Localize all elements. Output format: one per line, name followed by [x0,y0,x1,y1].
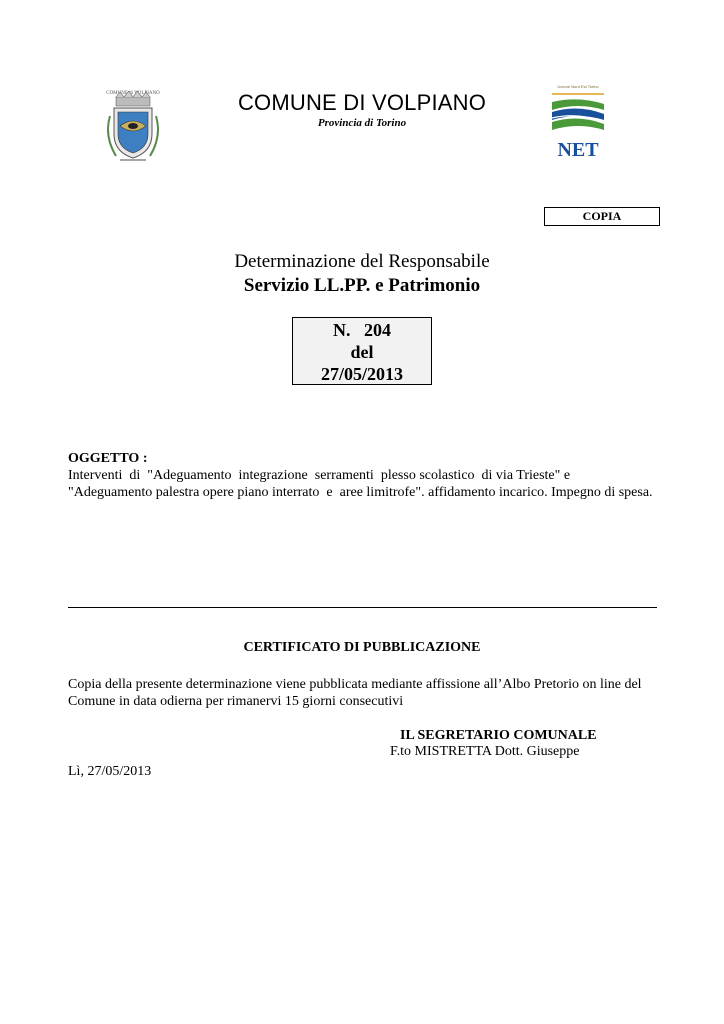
copy-stamp: COPIA [544,207,660,226]
svg-text:COMUNE di VOLPIANO: COMUNE di VOLPIANO [106,91,160,96]
determination-number: N. 204 [333,320,391,340]
svg-text:NET: NET [557,139,599,160]
place-date: Lì, 27/05/2013 [68,764,152,779]
municipality-title: COMUNE DI VOLPIANO [237,90,487,115]
section-divider [68,607,657,608]
certificate-body: Copia della presente determinazione viene pubblicata mediante affissione all’Albo Pretorio on line del Comune in data odierna per rimanervi 15 giorni consecutivi [68,677,642,709]
subject-text: Interventi di "Adeguamento integrazione serramenti plesso scolastico di via Trieste" e "Adeguamento palestra opere piano interrato e aree limitrofe". affidamento incarico. Impegno di spesa. [68,468,653,500]
net-union-logo [548,82,608,160]
subject-label: OGGETTO : [68,451,148,466]
determination-number-box [292,317,432,385]
determination-title: Determinazione del Responsabile [234,251,490,272]
signer-title: IL SEGRETARIO COMUNALE [400,728,597,743]
determination-service: Servizio LL.PP. e Patrimonio [243,275,481,296]
determination-del: del [350,342,374,362]
svg-text:Unione Nord Est Torino: Unione Nord Est Torino [557,84,599,89]
determination-date: 27/05/2013 [320,364,403,384]
certificate-title: CERTIFICATO DI PUBBLICAZIONE [243,640,481,655]
province-subtitle: Provincia di Torino [317,117,407,129]
signer-name: F.to MISTRETTA Dott. Giuseppe [390,744,580,759]
